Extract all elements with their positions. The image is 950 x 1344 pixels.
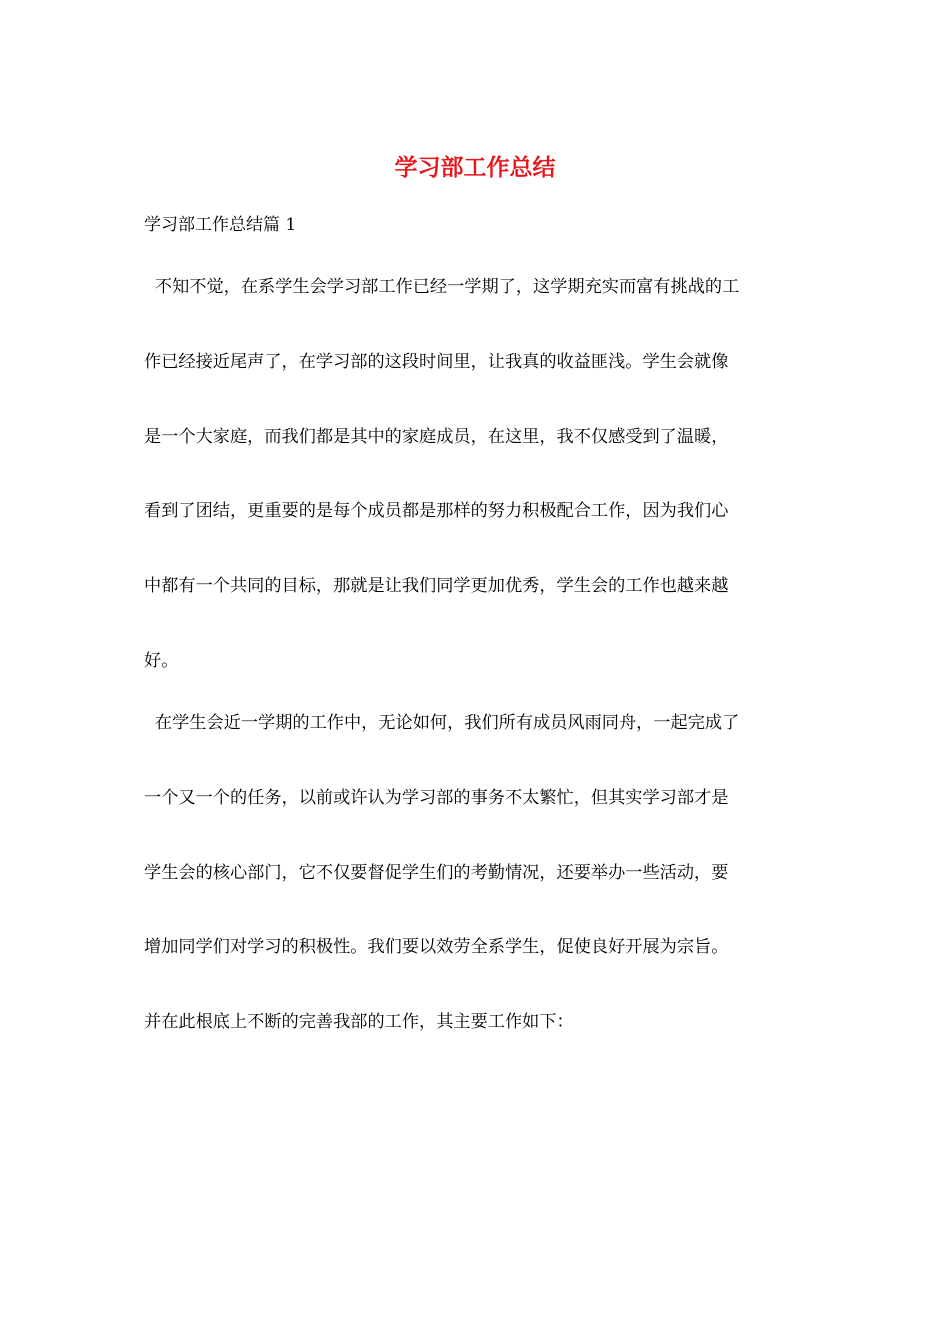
body-line-1: 不知不觉，在系学生会学习部工作已经一学期了，这学期充实而富有挑战的工 bbox=[144, 277, 740, 297]
document-title: 学习部工作总结 bbox=[394, 154, 556, 181]
section-heading: 学习部工作总结篇 1 bbox=[144, 215, 297, 235]
body-line-7: 在学生会近一学期的工作中，无论如何，我们所有成员风雨同舟，一起完成了 bbox=[144, 713, 740, 733]
body-line-9: 学生会的核心部门，它不仅要督促学生们的考勤情况，还要举办一些活动，要 bbox=[144, 863, 729, 883]
body-line-8: 一个又一个的任务，以前或许认为学习部的事务不太繁忙，但其实学习部才是 bbox=[144, 788, 729, 808]
body-line-5: 中都有一个共同的目标，那就是让我们同学更加优秀，学生会的工作也越来越 bbox=[144, 576, 729, 596]
body-line-11: 并在此根底上不断的完善我部的工作，其主要工作如下： bbox=[144, 1012, 574, 1032]
body-line-6: 好。 bbox=[144, 651, 179, 671]
body-line-2: 作已经接近尾声了，在学习部的这段时间里，让我真的收益匪浅。学生会就像 bbox=[144, 352, 729, 372]
body-line-3: 是一个大家庭，而我们都是其中的家庭成员，在这里，我不仅感受到了温暖， bbox=[144, 427, 729, 447]
body-line-10: 增加同学们对学习的积极性。我们要以效劳全系学生，促使良好开展为宗旨。 bbox=[144, 937, 729, 957]
body-line-4: 看到了团结，更重要的是每个成员都是那样的努力积极配合工作，因为我们心 bbox=[144, 501, 729, 521]
